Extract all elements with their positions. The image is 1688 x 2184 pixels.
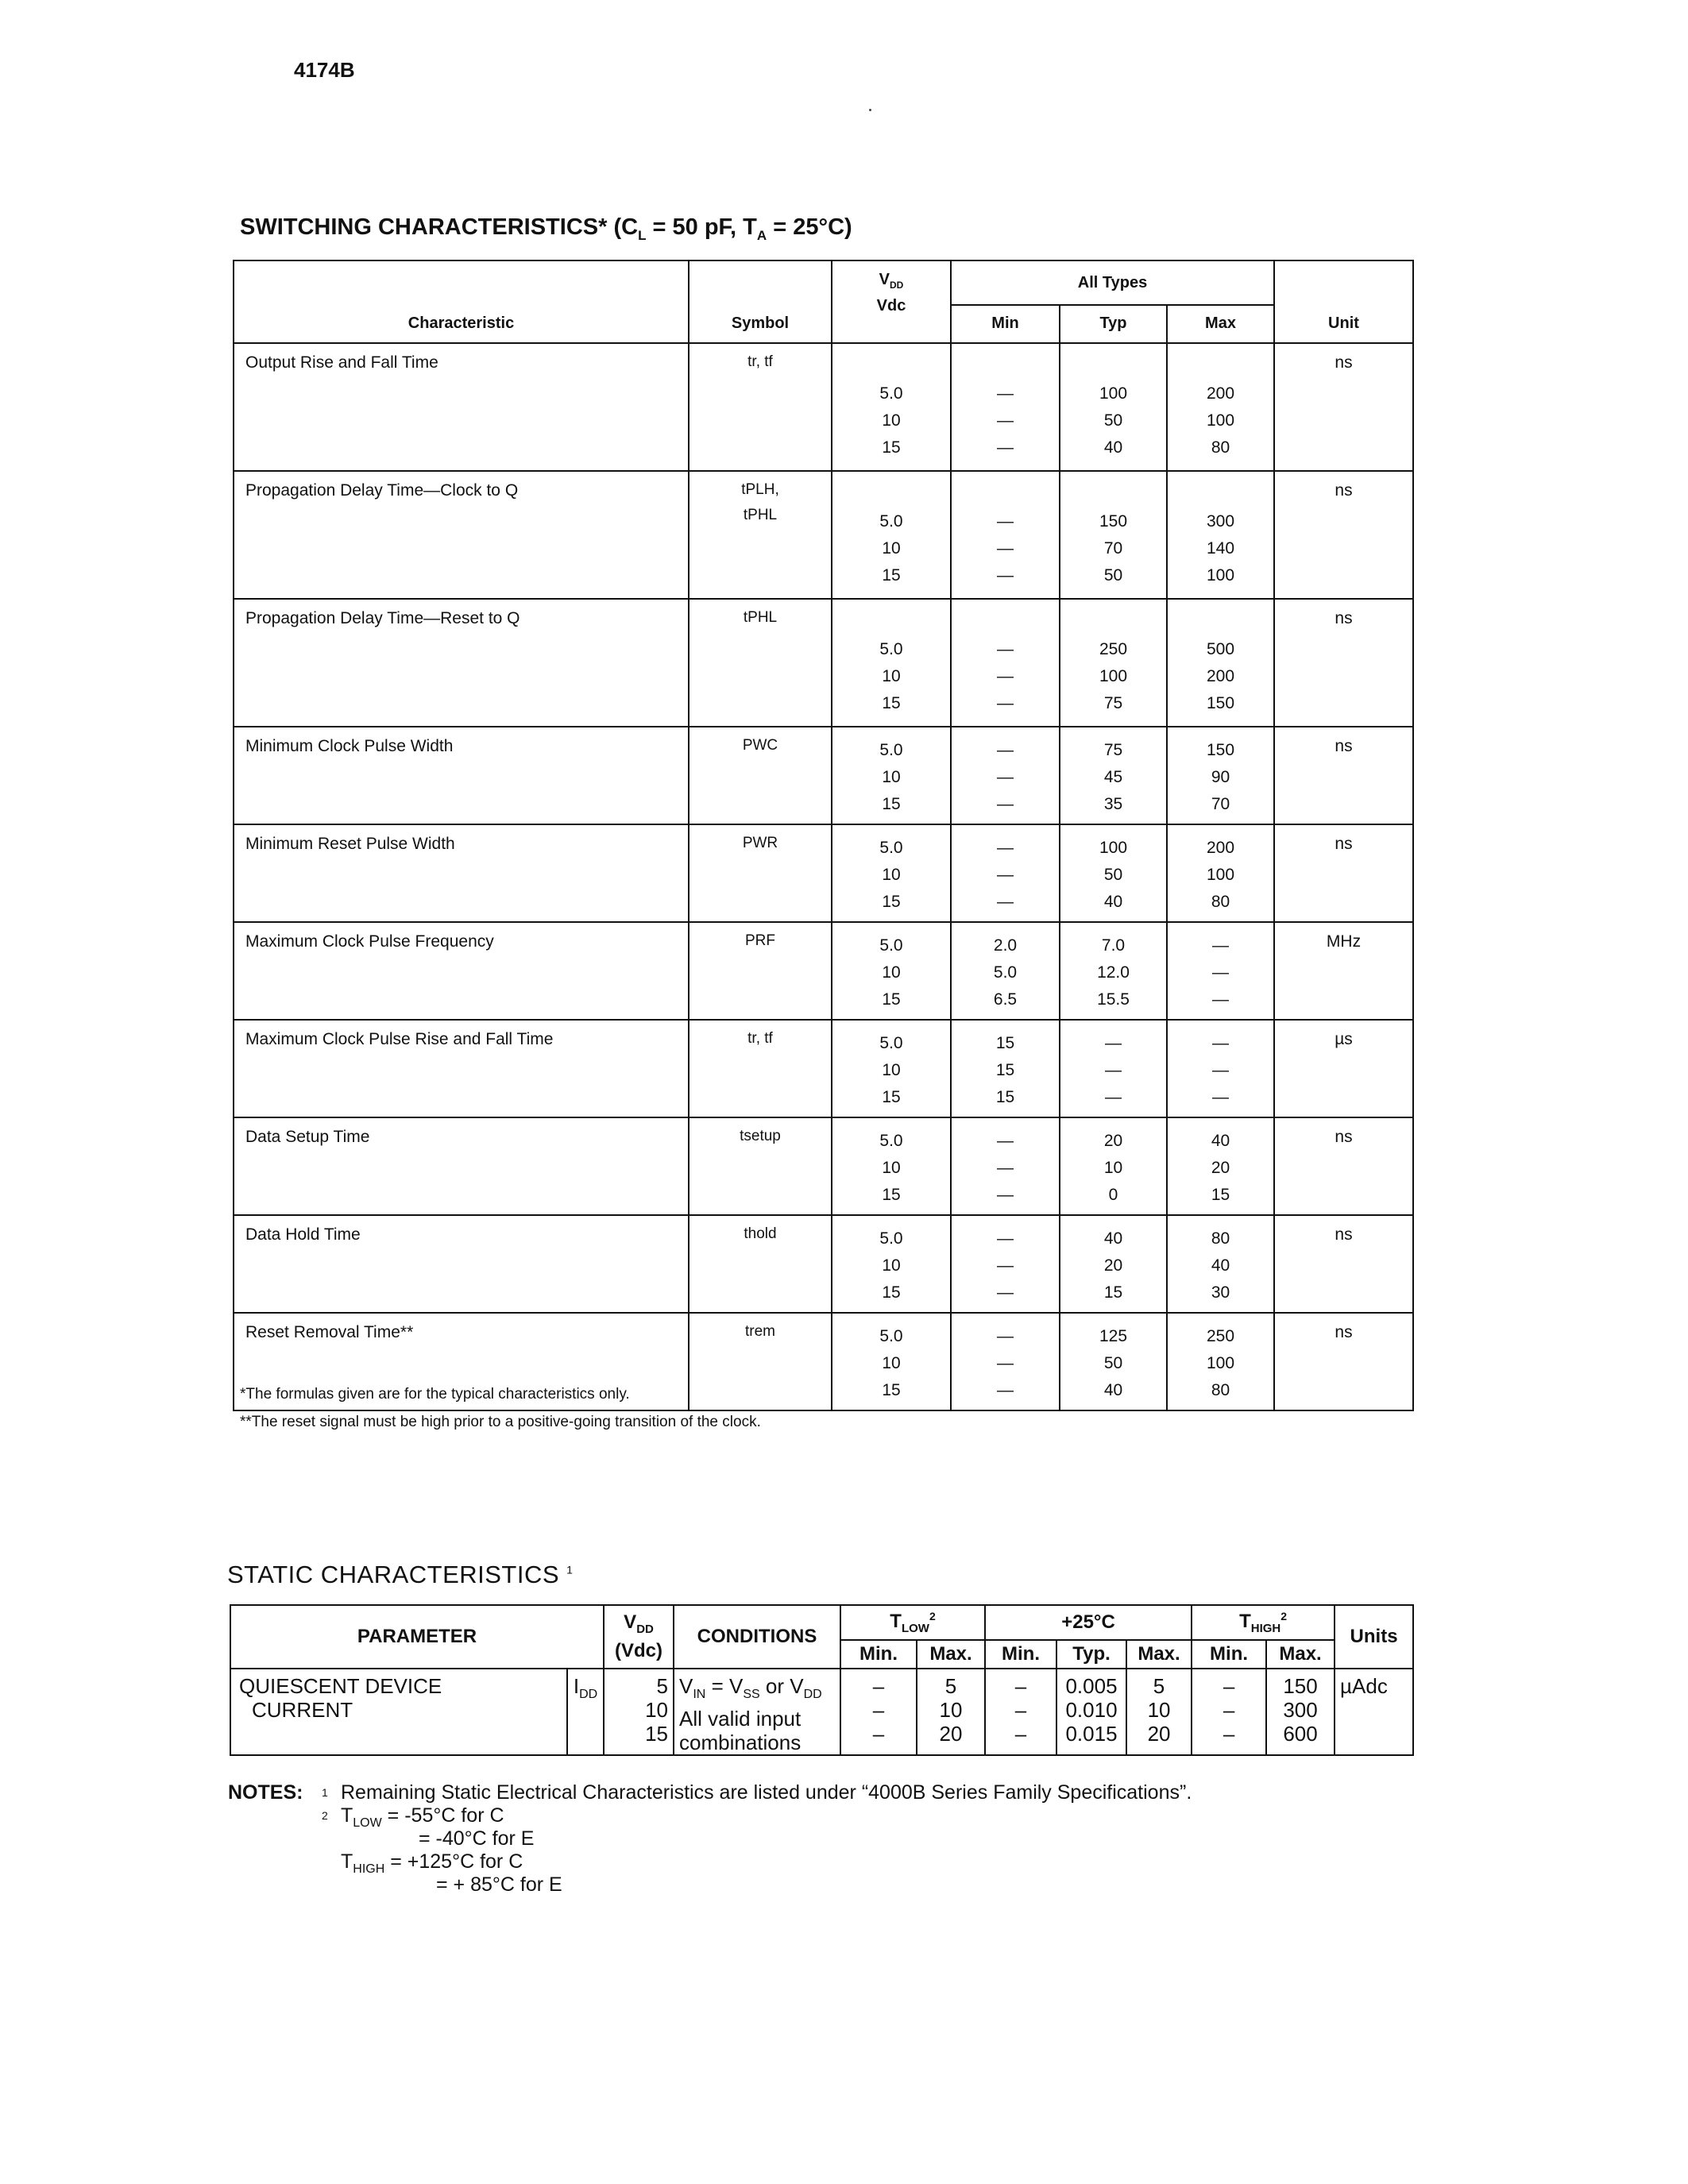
min-values: — — — <box>951 1117 1060 1215</box>
max-values: 200 100 80 <box>1167 343 1274 471</box>
notes: NOTES: 1 Remaining Static Electrical Characteristics are listed under “4000B Series Family Specifications”. 2 $T_{LOW} = -55^\circ C$ for C = -40°C for E $T_{HIGH} = +125^\circ C$ for C = + 85°C for E <box>228 1781 1192 1896</box>
t25-max-values: 5 10 20 <box>1126 1669 1192 1755</box>
typ-values: 75 45 35 <box>1060 727 1167 824</box>
min-values: — — — <box>951 1313 1060 1410</box>
min-values: 2.0 5.0 6.5 <box>951 922 1060 1020</box>
vdd-values: 5.0 10 15 <box>832 1117 951 1215</box>
vdd-values: 5.0 10 15 <box>832 824 951 922</box>
vdd-values: 5.0 10 15 <box>832 1020 951 1117</box>
max-values: 300 140 100 <box>1167 471 1274 599</box>
header-thigh: $T_{HIGH}^2$ <box>1192 1605 1335 1640</box>
header-25-max: Max. <box>1126 1640 1192 1669</box>
param-symbol: $I_{DD}$ <box>567 1669 604 1755</box>
max-values: 500 200 150 <box>1167 599 1274 727</box>
header-vdd-static: $V_{DD}$ (Vdc) <box>604 1605 674 1669</box>
header-max: Max <box>1167 305 1274 343</box>
condition-1: $V_{IN} = V_{SS}$ or $V_{DD}$ <box>679 1674 822 1702</box>
switching-table <box>233 260 1414 1411</box>
typ-values: 150 70 50 <box>1060 471 1167 599</box>
param-cell <box>230 1669 567 1755</box>
characteristic-cell: Minimum Reset Pulse Width <box>234 824 689 922</box>
header-all-types: All Types <box>951 260 1274 305</box>
table-row <box>234 1215 1413 1313</box>
note-thigh-c: $T_{HIGH} = +125^\circ C$ for C <box>341 1850 523 1876</box>
max-values: — — — <box>1167 922 1274 1020</box>
table-row <box>234 824 1413 922</box>
symbol-cell: trem <box>689 1313 832 1410</box>
header-25c: +25°C <box>985 1605 1192 1640</box>
max-values: 200 100 80 <box>1167 824 1274 922</box>
max-values: 150 90 70 <box>1167 727 1274 824</box>
characteristic-cell: Output Rise and Fall Time <box>234 343 689 471</box>
header-typ: Typ <box>1060 305 1167 343</box>
note-tlow-c: $T_{LOW} = -55^\circ C$ for C <box>341 1804 504 1830</box>
symbol-cell: PRF <box>689 922 832 1020</box>
header-tlow-max: Max. <box>917 1640 985 1669</box>
typ-values: 250 100 75 <box>1060 599 1167 727</box>
tlow-min-values: – – – <box>840 1669 917 1755</box>
vdd-values: 5.0 10 15 <box>832 1313 951 1410</box>
static-title: STATIC CHARACTERISTICS $^1$ <box>227 1561 574 1588</box>
note-1: Remaining Static Electrical Characteristics are listed under “4000B Series Family Specifications”. <box>341 1781 1192 1804</box>
scan-speck <box>869 109 871 111</box>
typ-values: 7.0 12.0 15.5 <box>1060 922 1167 1020</box>
switching-title-cond: ($C_L = 50$ pF, $T_A = 25^\circ C$) <box>613 214 852 243</box>
vdd-values: 5.0 10 15 <box>832 343 951 471</box>
header-tlow: $T_{LOW}^2$ <box>840 1605 985 1640</box>
min-values: — — — <box>951 824 1060 922</box>
characteristic-cell: Propagation Delay Time—Reset to Q <box>234 599 689 727</box>
vdd-values: 5.0 10 15 <box>832 1215 951 1313</box>
unit-cell: ns <box>1274 343 1413 471</box>
symbol-cell: tsetup <box>689 1117 832 1215</box>
header-vdd: $V_{DD}$ Vdc <box>832 260 951 343</box>
table-row <box>234 599 1413 727</box>
static-conditions <box>674 1669 840 1755</box>
min-values: 15 15 15 <box>951 1020 1060 1117</box>
header-min: Min <box>951 305 1060 343</box>
table-row <box>234 471 1413 599</box>
note-thigh-e: = + 85°C for E <box>436 1873 562 1896</box>
part-number: 4174B <box>294 58 355 82</box>
symbol-cell: PWC <box>689 727 832 824</box>
tlow-max-values: 5 10 20 <box>917 1669 985 1755</box>
switching-title-star: * <box>598 214 608 240</box>
table-row <box>234 727 1413 824</box>
max-values: 80 40 30 <box>1167 1215 1274 1313</box>
static-vdd: 5 10 15 <box>604 1669 674 1755</box>
header-25-min: Min. <box>985 1640 1056 1669</box>
header-symbol: Symbol <box>689 260 832 343</box>
header-parameter: PARAMETER <box>230 1605 604 1669</box>
header-unit: Unit <box>1274 260 1413 343</box>
vdd-values: 5.0 10 15 <box>832 599 951 727</box>
characteristic-cell: Minimum Clock Pulse Width <box>234 727 689 824</box>
param-name-1: QUIESCENT DEVICE <box>239 1674 442 1698</box>
symbol-cell: PWR <box>689 824 832 922</box>
static-table <box>230 1604 1414 1756</box>
notes-label: NOTES: <box>228 1781 303 1804</box>
min-values: — — — <box>951 343 1060 471</box>
vdd-values: 5.0 10 15 <box>832 922 951 1020</box>
unit-cell: µs <box>1274 1020 1413 1117</box>
vdd-values: 5.0 10 15 <box>832 471 951 599</box>
thigh-min-values: – – – <box>1192 1669 1266 1755</box>
unit-cell: ns <box>1274 1313 1413 1410</box>
condition-2: All valid input <box>679 1707 802 1731</box>
typ-values: — — — <box>1060 1020 1167 1117</box>
characteristic-cell: Reset Removal Time** <box>234 1313 689 1410</box>
symbol-cell: tPHL <box>689 599 832 727</box>
unit-cell: ns <box>1274 599 1413 727</box>
switching-title <box>240 214 852 244</box>
header-units: Units <box>1335 1605 1413 1669</box>
table-row <box>234 1020 1413 1117</box>
characteristic-cell: Propagation Delay Time—Clock to Q <box>234 471 689 599</box>
table-row <box>234 1117 1413 1215</box>
symbol-cell: thold <box>689 1215 832 1313</box>
footnote-reset: **The reset signal must be high prior to a positive-going transition of the clock. <box>240 1414 761 1430</box>
characteristic-cell: Maximum Clock Pulse Frequency <box>234 922 689 1020</box>
vdd-values: 5.0 10 15 <box>832 727 951 824</box>
max-values: 40 20 15 <box>1167 1117 1274 1215</box>
condition-3: combinations <box>679 1731 802 1755</box>
header-conditions: CONDITIONS <box>674 1605 840 1669</box>
characteristic-cell: Data Setup Time <box>234 1117 689 1215</box>
characteristic-cell: Maximum Clock Pulse Rise and Fall Time <box>234 1020 689 1117</box>
switching-title-main: SWITCHING CHARACTERISTICS <box>240 214 599 240</box>
min-values: — — — <box>951 1215 1060 1313</box>
header-thigh-min: Min. <box>1192 1640 1266 1669</box>
min-values: — — — <box>951 471 1060 599</box>
t25-min-values: – – – <box>985 1669 1056 1755</box>
characteristic-cell: Data Hold Time <box>234 1215 689 1313</box>
max-values: 250 100 80 <box>1167 1313 1274 1410</box>
unit-cell: ns <box>1274 471 1413 599</box>
unit-cell: ns <box>1274 824 1413 922</box>
symbol-cell: tr, tf <box>689 343 832 471</box>
table-row <box>234 922 1413 1020</box>
typ-values: 100 50 40 <box>1060 824 1167 922</box>
typ-values: 20 10 0 <box>1060 1117 1167 1215</box>
param-name-2: CURRENT <box>252 1698 353 1722</box>
t25-typ-values: 0.005 0.010 0.015 <box>1056 1669 1126 1755</box>
typ-values: 125 50 40 <box>1060 1313 1167 1410</box>
min-values: — — — <box>951 599 1060 727</box>
footnote-formulas: *The formulas given are for the typical characteristics only. <box>240 1386 630 1403</box>
unit-cell: ns <box>1274 727 1413 824</box>
max-values: — — — <box>1167 1020 1274 1117</box>
unit-cell: ns <box>1274 1117 1413 1215</box>
table-row <box>234 343 1413 471</box>
symbol-cell: tr, tf <box>689 1020 832 1117</box>
header-characteristic: Characteristic <box>234 260 689 343</box>
static-units: µAdc <box>1335 1669 1413 1755</box>
header-25-typ: Typ. <box>1056 1640 1126 1669</box>
unit-cell: ns <box>1274 1215 1413 1313</box>
typ-values: 100 50 40 <box>1060 343 1167 471</box>
symbol-cell: tPLH, tPHL <box>689 471 832 599</box>
unit-cell: MHz <box>1274 922 1413 1020</box>
typ-values: 40 20 15 <box>1060 1215 1167 1313</box>
thigh-max-values: 150 300 600 <box>1266 1669 1335 1755</box>
min-values: — — — <box>951 727 1060 824</box>
header-tlow-min: Min. <box>840 1640 917 1669</box>
note-tlow-e: = -40°C for E <box>419 1827 535 1850</box>
header-thigh-max: Max. <box>1266 1640 1335 1669</box>
